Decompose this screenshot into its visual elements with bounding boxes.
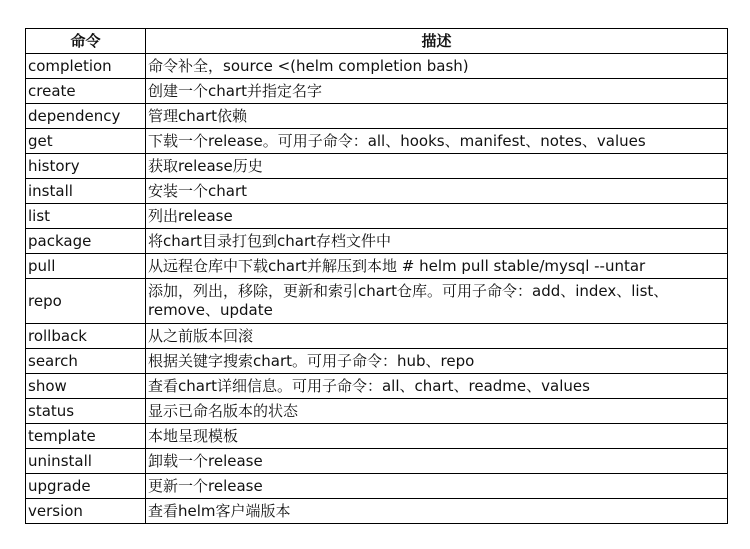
table-row [26, 399, 728, 424]
description-cell: 获取release历史 [146, 154, 728, 179]
description-cell: 更新一个release [146, 474, 728, 499]
table-row [26, 279, 728, 324]
command-cell: package [26, 229, 146, 254]
description-cell: 根据关键字搜索chart。可用子命令：hub、repo [146, 349, 728, 374]
table-row [26, 424, 728, 449]
header-command: 命令 [26, 29, 146, 54]
command-cell: repo [26, 279, 146, 324]
table-row [26, 104, 728, 129]
table-row [26, 229, 728, 254]
table-row [26, 449, 728, 474]
table-row [26, 499, 728, 524]
command-cell: template [26, 424, 146, 449]
table-row [26, 154, 728, 179]
command-cell: completion [26, 54, 146, 79]
table-row [26, 474, 728, 499]
description-cell: 添加，列出，移除，更新和索引chart仓库。可用子命令：add、index、list、remove、update [146, 279, 728, 324]
description-cell: 查看chart详细信息。可用子命令：all、chart、readme、values [146, 374, 728, 399]
command-cell: install [26, 179, 146, 204]
table-header-row [26, 29, 728, 54]
command-cell: uninstall [26, 449, 146, 474]
description-cell: 安装一个chart [146, 179, 728, 204]
header-description: 描述 [146, 29, 728, 54]
table-row [26, 204, 728, 229]
description-cell: 卸载一个release [146, 449, 728, 474]
description-cell: 从之前版本回滚 [146, 324, 728, 349]
command-cell: upgrade [26, 474, 146, 499]
table-row [26, 129, 728, 154]
description-cell: 创建一个chart并指定名字 [146, 79, 728, 104]
command-cell: dependency [26, 104, 146, 129]
description-cell: 显示已命名版本的状态 [146, 399, 728, 424]
table-row [26, 324, 728, 349]
description-cell: 查看helm客户端版本 [146, 499, 728, 524]
table-row [26, 54, 728, 79]
helm-commands-table [25, 28, 728, 524]
command-cell: pull [26, 254, 146, 279]
table-row [26, 254, 728, 279]
command-cell: show [26, 374, 146, 399]
description-cell: 从远程仓库中下载chart并解压到本地 # helm pull stable/mysql --untar [146, 254, 728, 279]
description-cell: 列出release [146, 204, 728, 229]
command-cell: version [26, 499, 146, 524]
command-cell: create [26, 79, 146, 104]
table-row [26, 179, 728, 204]
command-cell: list [26, 204, 146, 229]
command-cell: rollback [26, 324, 146, 349]
description-cell: 将chart目录打包到chart存档文件中 [146, 229, 728, 254]
document-page [25, 28, 727, 524]
command-cell: status [26, 399, 146, 424]
command-cell: search [26, 349, 146, 374]
command-cell: history [26, 154, 146, 179]
command-cell: get [26, 129, 146, 154]
description-cell: 管理chart依赖 [146, 104, 728, 129]
table-row [26, 79, 728, 104]
description-cell: 本地呈现模板 [146, 424, 728, 449]
description-cell: 下载一个release。可用子命令：all、hooks、manifest、notes、values [146, 129, 728, 154]
description-cell: 命令补全，source <(helm completion bash) [146, 54, 728, 79]
table-row [26, 349, 728, 374]
table-row [26, 374, 728, 399]
